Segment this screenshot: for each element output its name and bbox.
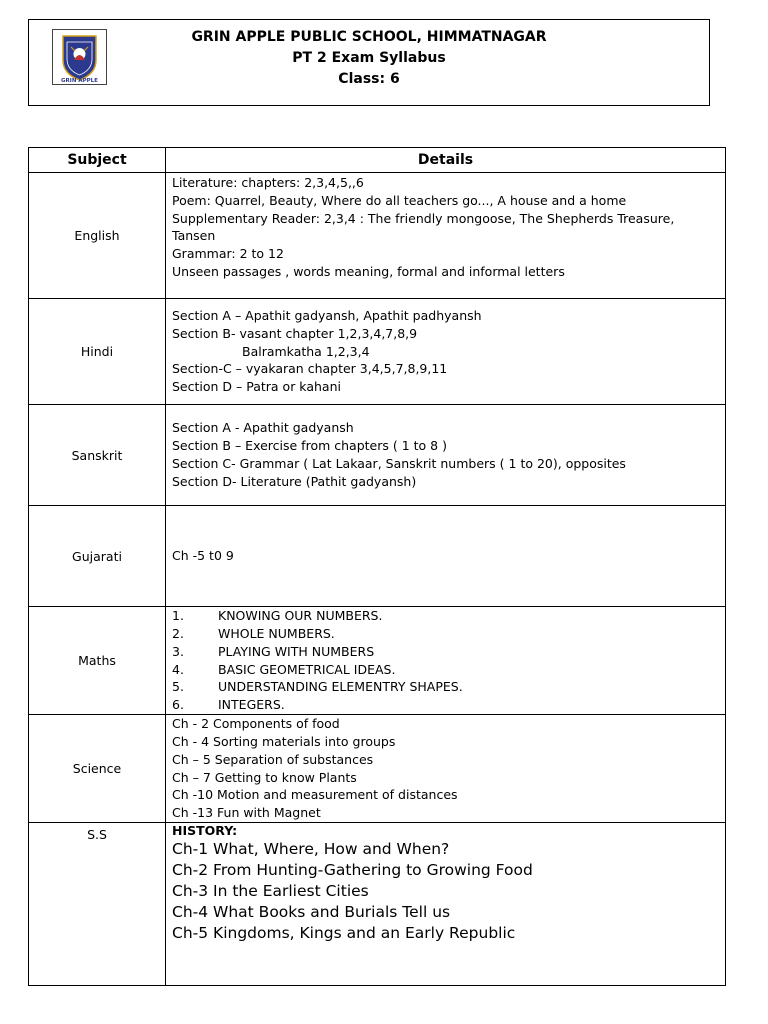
detail-line: Section B- vasant chapter 1,2,3,4,7,8,9 [172, 325, 418, 341]
list-item [172, 625, 719, 643]
exam-title: PT 2 Exam Syllabus [292, 50, 446, 66]
list-item [172, 678, 719, 696]
item-text: PLAYING WITH NUMBERS [218, 643, 375, 659]
list-item [172, 607, 719, 625]
item-number: 3. [172, 643, 184, 659]
detail-line: Section A - Apathit gadyansh [172, 420, 354, 436]
detail-line: Ch -13 Fun with Magnet [172, 805, 321, 821]
details-sanskrit [166, 405, 726, 506]
history-heading: HISTORY: [172, 823, 238, 838]
item-number: 1. [172, 608, 184, 624]
subject-maths: Maths [29, 607, 166, 715]
details-ss [166, 823, 726, 986]
class-label: Class: 6 [338, 71, 400, 87]
detail-line: Unseen passages , words meaning, formal and informal letters [172, 263, 565, 279]
list-item [172, 696, 719, 714]
detail-line: Ch-4 What Books and Burials Tell us [172, 903, 451, 921]
detail-line: Section A – Apathit gadyansh, Apathit padhyansh [172, 308, 482, 323]
detail-line: Balramkatha 1,2,3,4 [242, 343, 370, 359]
subject-english: English [29, 173, 166, 299]
list-item [172, 643, 719, 661]
subject-ss: S.S [29, 823, 166, 986]
subject-column-header: Subject [29, 148, 166, 173]
details-column-header: Details [166, 148, 726, 173]
detail-line: Section B – Exercise from chapters ( 1 to 8 ) [172, 438, 447, 454]
detail-line: Section C- Grammar ( Lat Lakaar, Sanskrit numbers ( 1 to 20), opposites [172, 456, 626, 471]
table-row-science [29, 715, 726, 823]
subject-science: Science [29, 715, 166, 823]
details-maths [166, 607, 726, 715]
detail-line: Ch -5 t0 9 [172, 548, 234, 564]
subject-gujarati: Gujarati [29, 506, 166, 607]
item-text: WHOLE NUMBERS. [218, 625, 335, 641]
detail-line: Ch – 5 Separation of substances [172, 751, 374, 767]
table-row-english [29, 173, 726, 299]
detail-line: Ch-5 Kingdoms, Kings and an Early Republic [172, 924, 516, 942]
detail-line: Ch-3 In the Earliest Cities [172, 882, 369, 900]
subject-hindi: Hindi [29, 299, 166, 405]
detail-line: Ch - 2 Components of food [172, 716, 340, 732]
item-number: 5. [172, 679, 184, 695]
header-title [29, 27, 709, 90]
item-number: 2. [172, 625, 184, 641]
item-text: INTEGERS. [218, 697, 285, 713]
detail-line: Ch-1 What, Where, How and When? [172, 840, 450, 858]
details-hindi [166, 299, 726, 405]
subject-sanskrit: Sanskrit [29, 405, 166, 506]
detail-line: Grammar: 2 to 12 [172, 246, 284, 262]
table-row-maths [29, 607, 726, 715]
header-box [28, 19, 710, 106]
item-text: BASIC GEOMETRICAL IDEAS. [218, 661, 396, 677]
item-text: KNOWING OUR NUMBERS. [218, 608, 383, 624]
table-row-ss [29, 823, 726, 986]
details-english [166, 173, 726, 299]
table-row-gujarati [29, 506, 726, 607]
detail-line: Ch - 4 Sorting materials into groups [172, 733, 396, 749]
detail-line: Section D- Literature (Pathit gadyansh) [172, 473, 417, 489]
school-name: GRIN APPLE PUBLIC SCHOOL, HIMMATNAGAR [191, 29, 547, 45]
detail-line: Supplementary Reader: 2,3,4 : The friendly mongoose, The Shepherds Treasure, Tansen [172, 210, 675, 244]
detail-line: Ch – 7 Getting to know Plants [172, 769, 357, 785]
item-text: UNDERSTANDING ELEMENTRY SHAPES. [218, 679, 463, 695]
detail-line: Section-C – vyakaran chapter 3,4,5,7,8,9,11 [172, 361, 448, 377]
table-header-row [29, 148, 726, 173]
logo-text: GRIN APPLE [61, 78, 98, 84]
item-number: 4. [172, 661, 184, 677]
list-item [172, 661, 719, 679]
details-gujarati [166, 506, 726, 607]
table-row-sanskrit [29, 405, 726, 506]
detail-line: Literature: chapters: 2,3,4,5,,6 [172, 175, 364, 190]
detail-line: Ch -10 Motion and measurement of distances [172, 787, 458, 803]
table-row-hindi [29, 299, 726, 405]
detail-line: Poem: Quarrel, Beauty, Where do all teachers go..., A house and a home [172, 192, 627, 208]
syllabus-table [28, 147, 726, 986]
detail-line: Section D – Patra or kahani [172, 379, 341, 395]
detail-line: Ch-2 From Hunting-Gathering to Growing Food [172, 861, 533, 879]
details-science [166, 715, 726, 823]
item-number: 6. [172, 697, 184, 713]
